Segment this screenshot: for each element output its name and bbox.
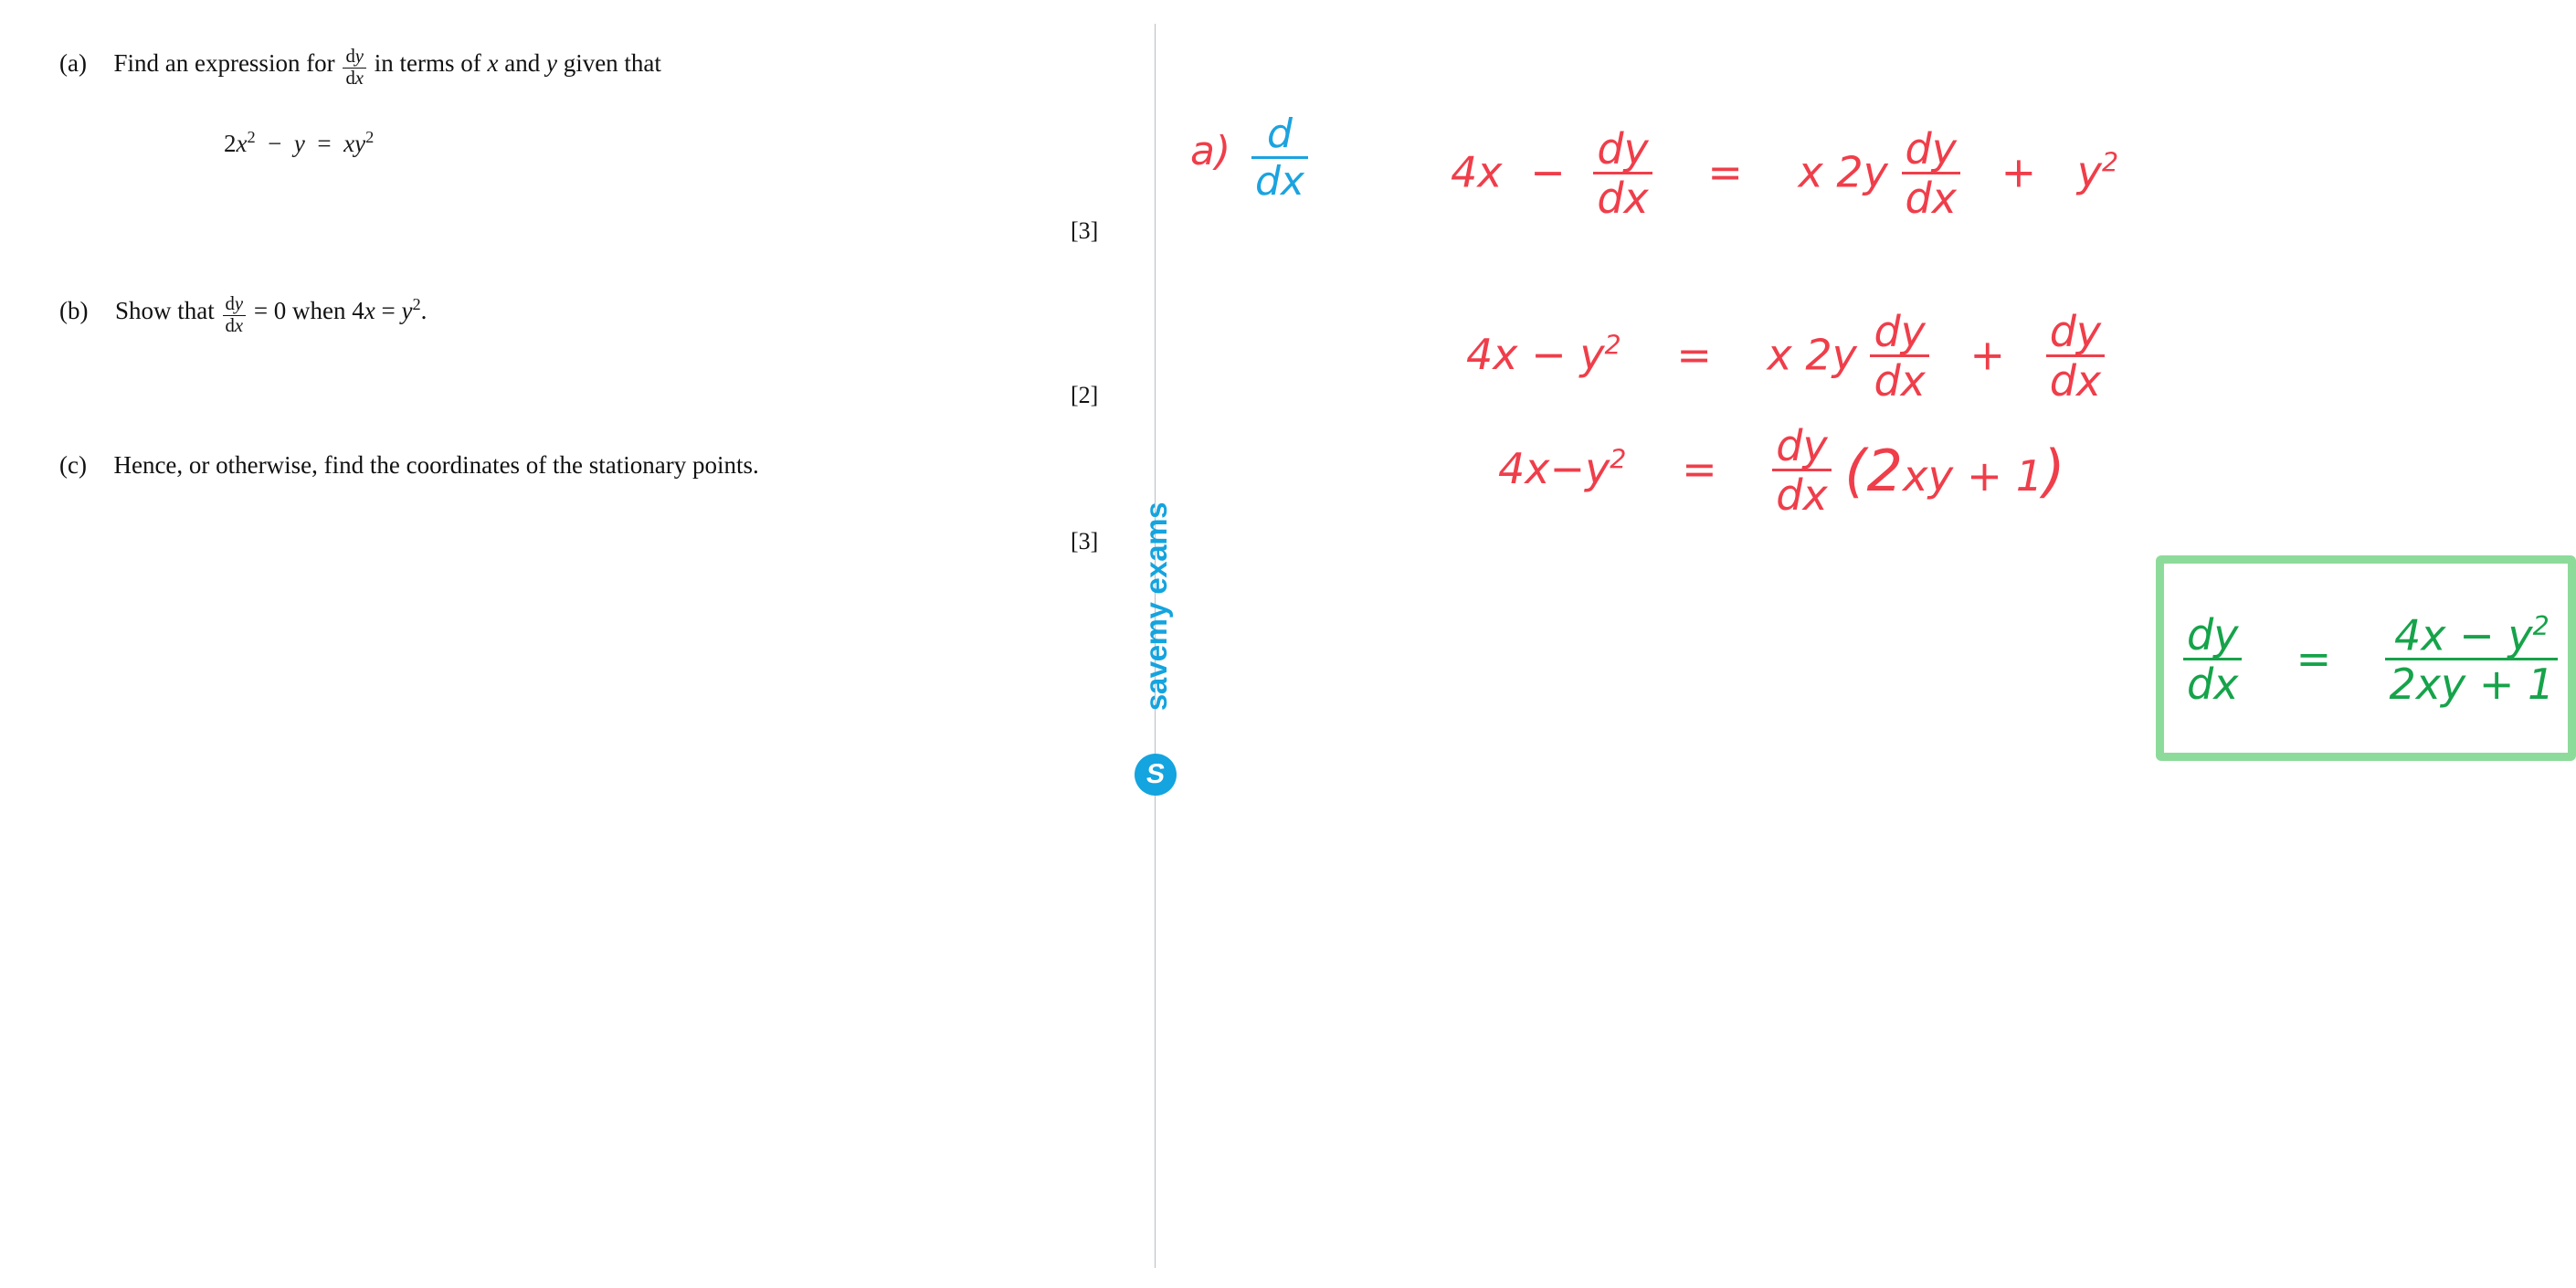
question-pane [0, 0, 1146, 1288]
marks-part-c: [3] [1071, 528, 1099, 554]
operator-plus: + [2001, 147, 2037, 197]
operator-equals: = [1682, 444, 1717, 494]
question-part-b [59, 292, 427, 336]
question-part-a [59, 46, 661, 89]
logo-glyph: S [1144, 759, 1167, 789]
part-a-text-after: in terms of x and y given that [374, 49, 661, 77]
answer-equals: = [2296, 633, 2332, 683]
answer-rhs-fraction [2385, 610, 2558, 710]
ddx-numerator: d [1251, 114, 1308, 159]
answer-lhs-numerator: dy [2183, 614, 2242, 660]
part-b-text-after: = 0 when $4x = y^2$. [253, 295, 428, 324]
term: $4x - y^2$ [1466, 330, 1621, 380]
dy-dx-fraction [223, 295, 247, 336]
handwritten-line-3 [1498, 421, 2065, 520]
part-a-text-before: Find an expression for [113, 49, 335, 77]
dy-dx-fraction: $\frac{dy}{dx}$ [1593, 128, 1652, 219]
operator-plus: + [1969, 330, 2006, 380]
part-b-text-before: Show that [114, 297, 215, 324]
watermark-text-light: my exams [1139, 501, 1173, 646]
term: $y^2$ [2076, 147, 2119, 197]
dy-dx-fraction: $\frac{dy}{dx}$ [1772, 425, 1831, 516]
answer-lhs-fraction [2183, 610, 2242, 710]
operator-equals: = [1676, 330, 1712, 380]
watermark-text-bold: save [1139, 645, 1173, 712]
term: x 2y [1767, 330, 1857, 380]
part-a-display-equation: $2x^2 - y = xy^2$ [224, 128, 375, 157]
fraction-denominator: dx [225, 316, 244, 337]
part-a-label: (a) [59, 49, 87, 77]
handwritten-line-1 [1451, 124, 2119, 223]
handwritten-final-answer [2183, 610, 2558, 710]
handwritten-line-2 [1466, 307, 2105, 406]
term: $4x-y^2$ [1498, 444, 1627, 494]
operator-equals: = [1707, 147, 1743, 197]
dy-dx-fraction: $\frac{dy}{dx}$ [1870, 311, 1928, 402]
marks-part-b: [2] [1071, 382, 1099, 408]
fraction-denominator: dx [345, 69, 364, 90]
ddx-fraction [1251, 111, 1308, 205]
term: x 2y [1798, 147, 1888, 197]
part-c-text-before: Hence, or otherwise, find the coordinates of the stationary points. [113, 451, 759, 479]
answer-lhs-denominator: dx [2187, 660, 2239, 710]
ddx-denominator: dx [1255, 158, 1304, 205]
dy-dx-fraction [343, 48, 366, 89]
answer-rhs-denominator: 2xy + 1 [2389, 660, 2555, 710]
handwritten-work-pane [1156, 0, 2555, 1288]
marks-part-a: [3] [1071, 217, 1099, 244]
dy-dx-fraction: $\frac{dy}{dx}$ [2046, 311, 2105, 402]
part-c-label: (c) [59, 451, 87, 479]
part-b-label: (b) [59, 297, 89, 324]
answer-rhs-numerator: $4x - y^2$ [2385, 614, 2558, 660]
fraction-numerator: dy [343, 48, 366, 69]
handwritten-ddx-operator [1251, 111, 1308, 205]
dy-dx-fraction: $\frac{dy}{dx}$ [1902, 128, 1960, 219]
handwritten-part-label: a) [1190, 128, 1231, 174]
bracket-group: (2xy + 1) [1844, 437, 2065, 504]
fraction-numerator: dy [223, 295, 247, 316]
operator-minus: − [1530, 147, 1566, 197]
question-part-c [59, 448, 759, 483]
term: 4x [1451, 147, 1503, 197]
